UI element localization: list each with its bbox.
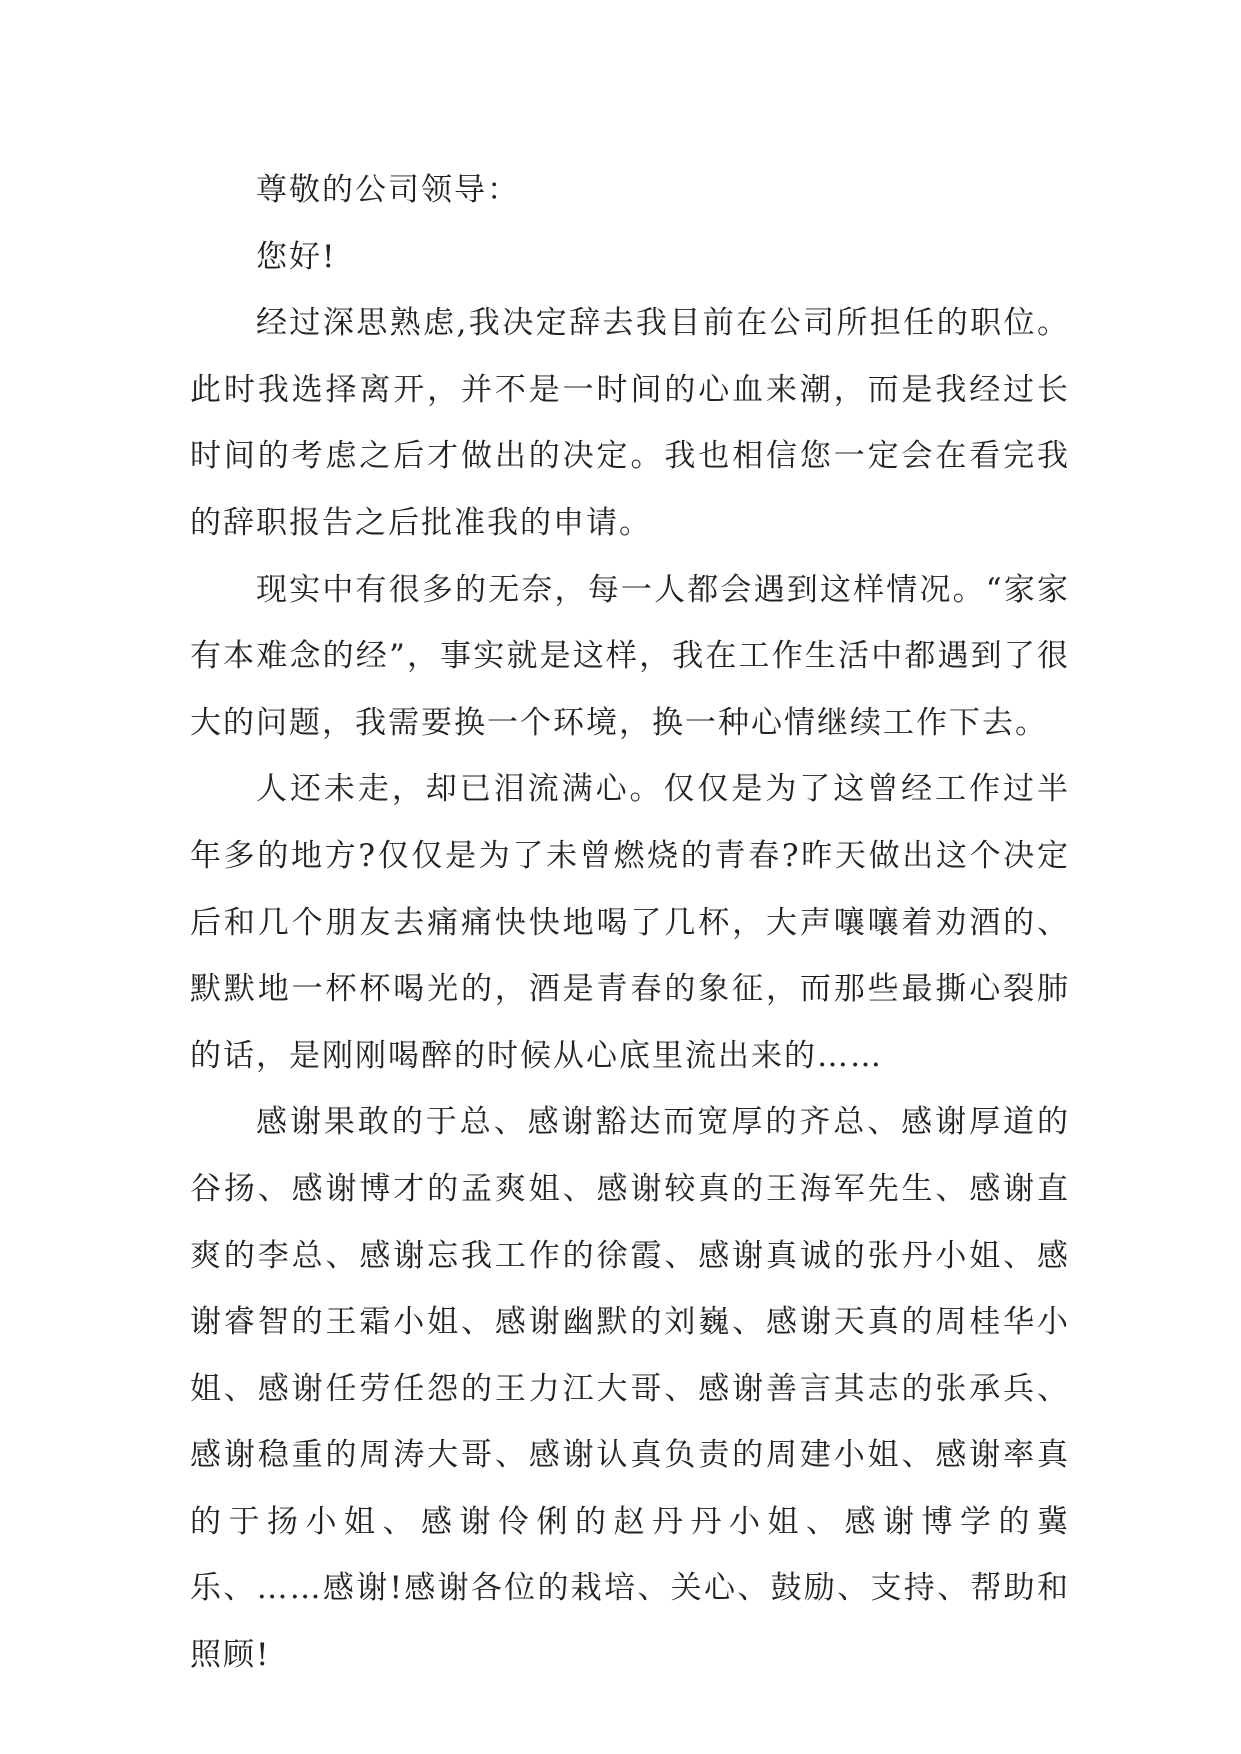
letter-body (190, 157, 1070, 1689)
paragraph-feelings: 人还未走，却已泪流满心。仅仅是为了这曾经工作过半年多的地方?仅仅是为了未曾燃烧的青春?昨天做出这个决定后和几个朋友去痛痛快快地喝了几杯，大声嚷嚷着劝酒的、默默地一杯杯喝光的，酒是青春的象征，而那些最撕心裂肺的话，是刚刚喝醉的时候从心底里流出来的…… (190, 771, 1070, 1074)
paragraph-decision: 经过深思熟虑,我决定辞去我目前在公司所担任的职位。此时我选择离开，并不是一时间的心血来潮，而是我经过长时间的考虑之后才做出的决定。我也相信您一定会在看完我的辞职报告之后批准我的申请。 (190, 305, 1070, 541)
paragraph-reason: 现实中有很多的无奈，每一人都会遇到这样情况。“家家有本难念的经”，事实就是这样，我在工作生活中都遇到了很大的问题，我需要换一个环境，换一种心情继续工作下去。 (190, 571, 1070, 741)
salutation: 尊敬的公司领导： (256, 172, 520, 208)
greeting: 您好! (256, 238, 337, 275)
paragraph-thanks: 感谢果敢的于总、感谢豁达而宽厚的齐总、感谢厚道的谷扬、感谢博才的孟爽姐、感谢较真的王海军先生、感谢直爽的李总、感谢忘我工作的徐霞、感谢真诚的张丹小姐、感谢睿智的王霜小姐、感谢幽默的刘巍、感谢天真的周桂华小姐、感谢任劳任怨的王力江大哥、感谢善言其志的张承兵、感谢稳重的周涛大哥、感谢认真负责的周建小姐、感谢率真的于扬小姐、感谢伶俐的赵丹丹小姐、感谢博学的冀乐、……感谢!感谢各位的栽培、关心、鼓励、支持、帮助和照顾! (190, 1104, 1070, 1674)
